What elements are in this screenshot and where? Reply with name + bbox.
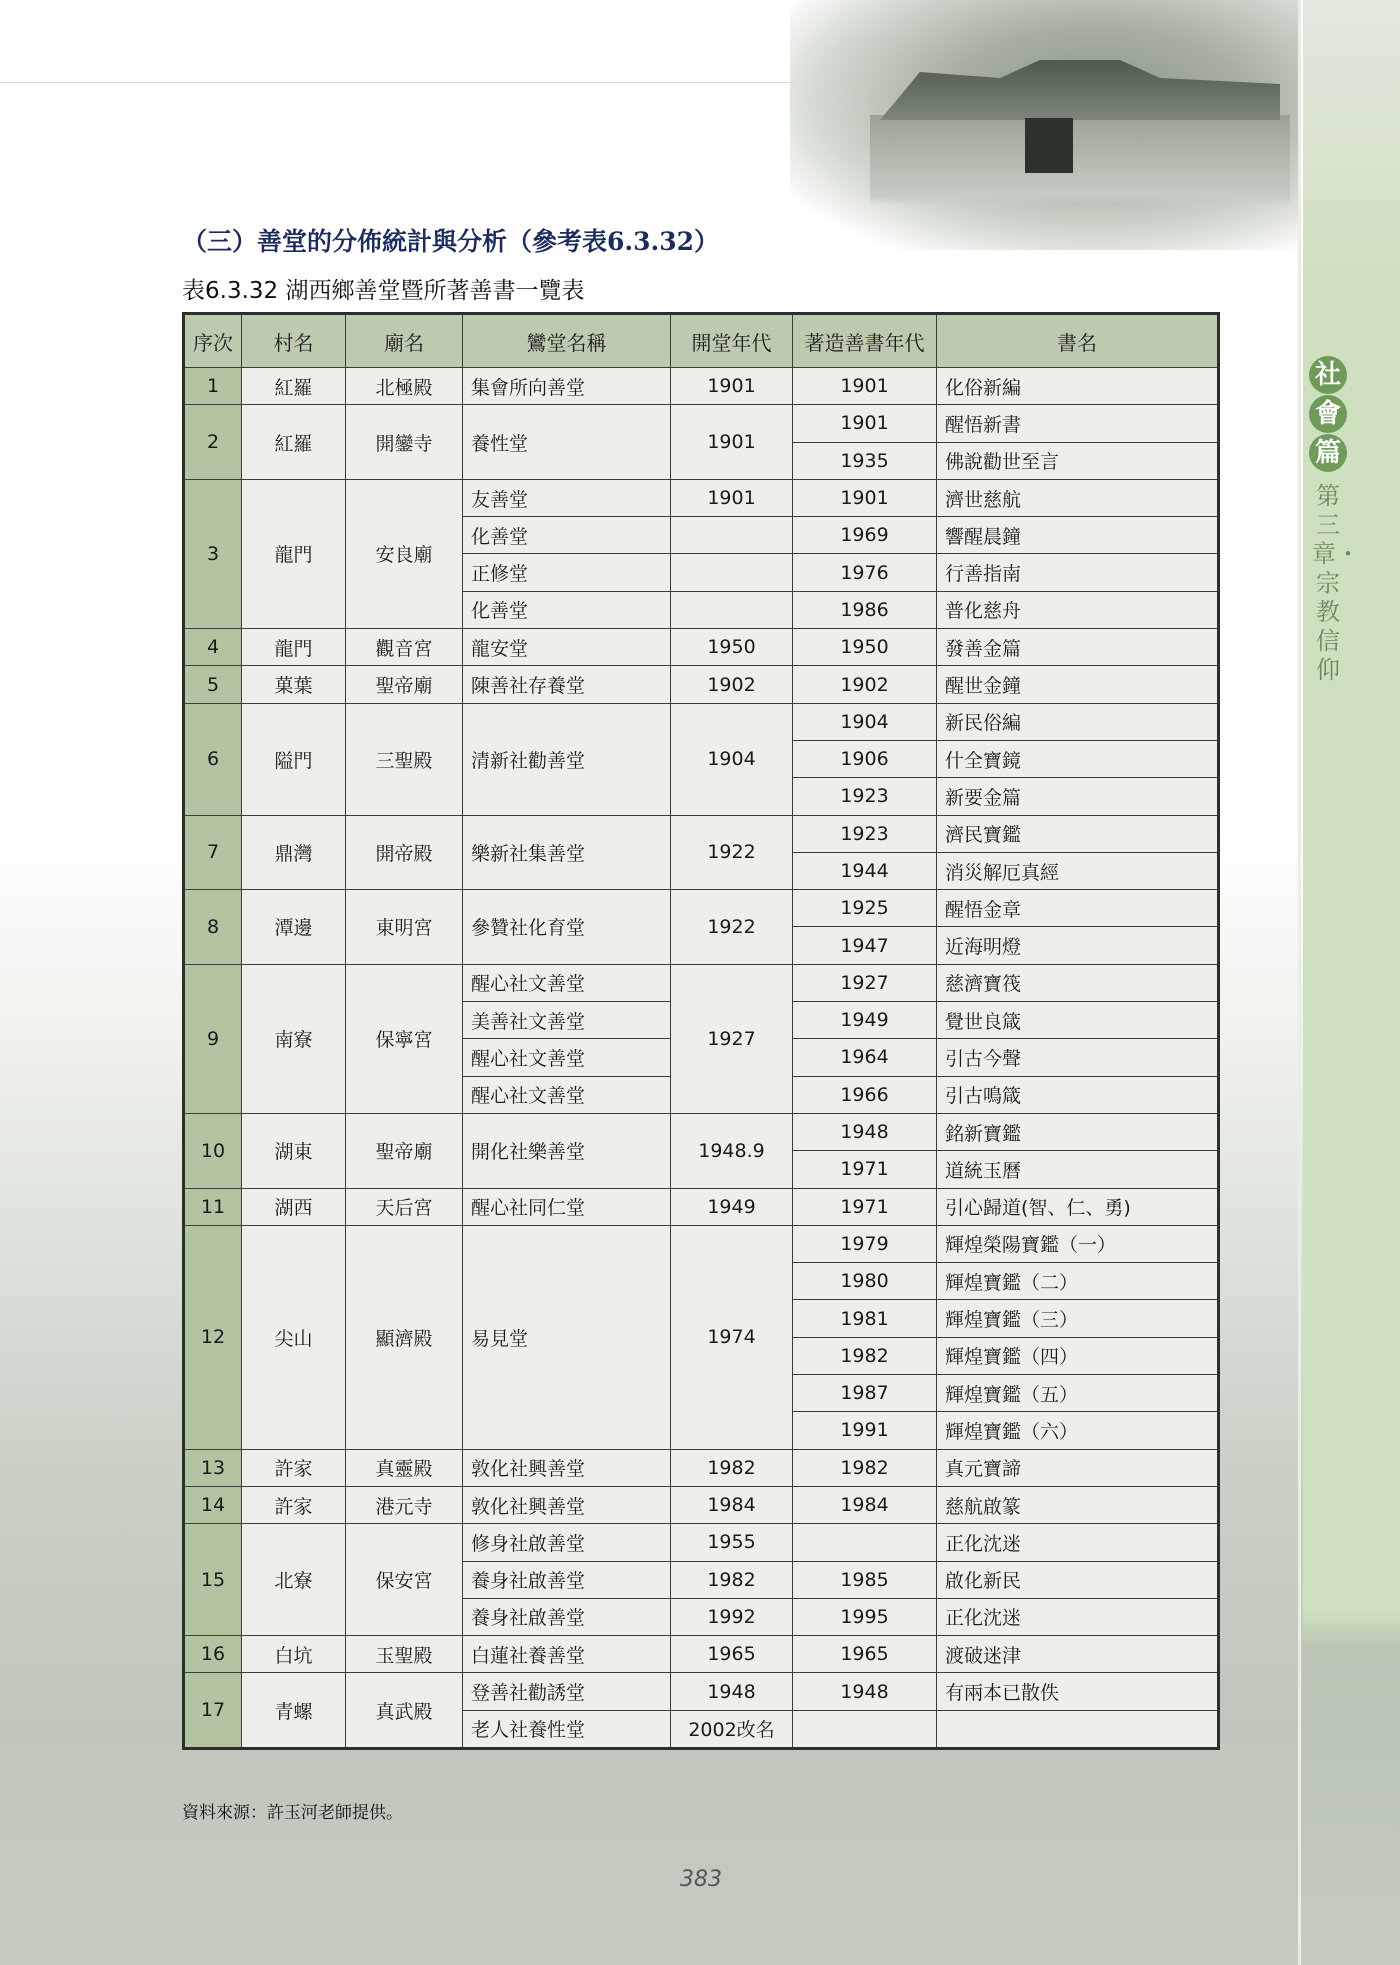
seq-cell: 14: [184, 1486, 242, 1523]
hall-cell: 正修堂: [463, 554, 671, 591]
temple-cell: 北極殿: [346, 368, 463, 405]
book-year-cell: 1982: [793, 1449, 937, 1486]
book-title-cell: 響醒晨鐘: [937, 517, 1219, 554]
book-year-cell: 1979: [793, 1225, 937, 1262]
temple-cell: 安良廟: [346, 479, 463, 628]
opened-cell: [671, 554, 793, 591]
table-row: [184, 1636, 1219, 1673]
chapter-sidebar: [1303, 0, 1400, 1965]
opened-cell: 1902: [671, 666, 793, 703]
book-title-cell: 化俗新編: [937, 368, 1219, 405]
hall-cell: 白蓮社養善堂: [463, 1636, 671, 1673]
village-cell: 青螺: [242, 1673, 346, 1749]
village-cell: 尖山: [242, 1225, 346, 1449]
book-title-cell: 輝煌寶鑑（五）: [937, 1375, 1219, 1412]
book-year-cell: 1966: [793, 1076, 937, 1113]
book-title-cell: 醒悟金章: [937, 890, 1219, 927]
opened-cell: 1982: [671, 1561, 793, 1598]
opened-cell: 1974: [671, 1225, 793, 1449]
book-title-cell: 輝煌寶鑑（三）: [937, 1300, 1219, 1337]
table-row: [184, 1113, 1219, 1150]
book-title-cell: 引古鳴箴: [937, 1076, 1219, 1113]
hall-cell: 敦化社興善堂: [463, 1486, 671, 1523]
hall-cell: 化善堂: [463, 517, 671, 554]
seq-cell: 11: [184, 1188, 242, 1225]
header-rule: [0, 82, 795, 83]
book-title-cell: 發善金篇: [937, 629, 1219, 666]
village-cell: 湖西: [242, 1188, 346, 1225]
chapter-label: 第三章・宗教信仰: [1312, 482, 1360, 684]
table-row: [184, 1524, 1219, 1561]
temple-cell: 天后宮: [346, 1188, 463, 1225]
table-row: [184, 666, 1219, 703]
opened-cell: 1965: [671, 1636, 793, 1673]
hall-cell: 清新社勸善堂: [463, 703, 671, 815]
part-char-3: 篇: [1309, 434, 1347, 472]
temple-cell: 聖帝廟: [346, 666, 463, 703]
source-note: 資料來源：許玉河老師提供。: [182, 1803, 403, 1823]
hall-cell: 養身社啟善堂: [463, 1598, 671, 1635]
book-year-cell: 1947: [793, 927, 937, 964]
book-year-cell: 1964: [793, 1039, 937, 1076]
book-year-cell: 1971: [793, 1151, 937, 1188]
table-header-row: [184, 314, 1219, 368]
temple-door-image: [1025, 118, 1073, 173]
hall-cell: 養性堂: [463, 405, 671, 480]
header-book-title: 書名: [937, 314, 1219, 368]
opened-cell: [671, 591, 793, 628]
opened-cell: 1955: [671, 1524, 793, 1561]
temple-cell: 顯濟殿: [346, 1225, 463, 1449]
table-row: [184, 1225, 1219, 1262]
seq-cell: 8: [184, 890, 242, 965]
part-char-2: 會: [1309, 395, 1347, 433]
seq-cell: 6: [184, 703, 242, 815]
opened-cell: 1901: [671, 405, 793, 480]
village-cell: 菓葉: [242, 666, 346, 703]
header-temple: 廟名: [346, 314, 463, 368]
opened-cell: 1950: [671, 629, 793, 666]
seq-cell: 3: [184, 479, 242, 628]
hall-cell: 開化社樂善堂: [463, 1113, 671, 1188]
book-year-cell: 1904: [793, 703, 937, 740]
opened-cell: 1984: [671, 1486, 793, 1523]
sidebar-divider: [1298, 0, 1301, 1965]
seq-cell: 1: [184, 368, 242, 405]
hall-cell: 龍安堂: [463, 629, 671, 666]
opened-cell: 1922: [671, 890, 793, 965]
book-title-cell: 濟世慈航: [937, 479, 1219, 516]
village-cell: 北寮: [242, 1524, 346, 1636]
village-cell: 紅羅: [242, 368, 346, 405]
header-opened: 開堂年代: [671, 314, 793, 368]
book-year-cell: 1944: [793, 852, 937, 889]
temple-cell: 真靈殿: [346, 1449, 463, 1486]
village-cell: 許家: [242, 1486, 346, 1523]
book-title-cell: 近海明燈: [937, 927, 1219, 964]
opened-cell: 1904: [671, 703, 793, 815]
opened-cell: 1901: [671, 368, 793, 405]
seq-cell: 12: [184, 1225, 242, 1449]
table-row: [184, 405, 1219, 442]
table-row: [184, 629, 1219, 666]
hall-cell: 養身社啟善堂: [463, 1561, 671, 1598]
opened-cell: 1949: [671, 1188, 793, 1225]
book-title-cell: 正化沈迷: [937, 1598, 1219, 1635]
book-title-cell: 普化慈舟: [937, 591, 1219, 628]
hall-cell: 修身社啟善堂: [463, 1524, 671, 1561]
temple-cell: 觀音宮: [346, 629, 463, 666]
book-title-cell: 佛說勸世至言: [937, 442, 1219, 479]
village-cell: 南寮: [242, 964, 346, 1113]
book-title-cell: 慈濟寶筏: [937, 964, 1219, 1001]
opened-cell: 2002改名: [671, 1710, 793, 1748]
book-title-cell: 渡破迷津: [937, 1636, 1219, 1673]
village-cell: 許家: [242, 1449, 346, 1486]
table-row: [184, 964, 1219, 1001]
temple-cell: 三聖殿: [346, 703, 463, 815]
hall-cell: 醒心社同仁堂: [463, 1188, 671, 1225]
table-row: [184, 479, 1219, 516]
hall-cell: 樂新社集善堂: [463, 815, 671, 890]
hall-cell: 登善社勸誘堂: [463, 1673, 671, 1710]
book-title-cell: [937, 1710, 1219, 1748]
book-year-cell: 1980: [793, 1263, 937, 1300]
temple-cell: 真武殿: [346, 1673, 463, 1749]
temple-cell: 保寧宮: [346, 964, 463, 1113]
table-caption: 表6.3.32 湖西鄉善堂暨所著善書一覽表: [182, 278, 585, 304]
opened-cell: 1948: [671, 1673, 793, 1710]
book-year-cell: [793, 1710, 937, 1748]
opened-cell: 1948.9: [671, 1113, 793, 1188]
book-year-cell: 1991: [793, 1412, 937, 1449]
table-row: [184, 890, 1219, 927]
temple-cell: 開帝殿: [346, 815, 463, 890]
village-cell: 白坑: [242, 1636, 346, 1673]
book-year-cell: 1982: [793, 1337, 937, 1374]
seq-cell: 15: [184, 1524, 242, 1636]
temple-books-table: [182, 312, 1220, 1750]
book-title-cell: 輝煌寶鑑（六）: [937, 1412, 1219, 1449]
book-title-cell: 什全寶鏡: [937, 740, 1219, 777]
hall-cell: 美善社文善堂: [463, 1002, 671, 1039]
book-year-cell: 1925: [793, 890, 937, 927]
opened-cell: 1992: [671, 1598, 793, 1635]
temple-cell: 開鑾寺: [346, 405, 463, 480]
seq-cell: 7: [184, 815, 242, 890]
book-year-cell: 1950: [793, 629, 937, 666]
book-year-cell: 1984: [793, 1486, 937, 1523]
village-cell: 紅羅: [242, 405, 346, 480]
book-title-cell: 銘新寶鑑: [937, 1113, 1219, 1150]
temple-cell: 東明宮: [346, 890, 463, 965]
header-village: 村名: [242, 314, 346, 368]
hall-cell: 醒心社文善堂: [463, 1076, 671, 1113]
part-char-1: 社: [1309, 356, 1347, 394]
section-title: （三）善堂的分佈統計與分析（參考表6.3.32）: [182, 227, 719, 256]
temple-cell: 聖帝廟: [346, 1113, 463, 1188]
seq-cell: 13: [184, 1449, 242, 1486]
book-title-cell: 新要金篇: [937, 778, 1219, 815]
table-row: [184, 1486, 1219, 1523]
book-title-cell: 濟民寶鑑: [937, 815, 1219, 852]
book-title-cell: 正化沈迷: [937, 1524, 1219, 1561]
hall-cell: 陳善社存養堂: [463, 666, 671, 703]
book-title-cell: 輝煌寶鑑（二）: [937, 1263, 1219, 1300]
hall-cell: 醒心社文善堂: [463, 1039, 671, 1076]
book-title-cell: 醒悟新書: [937, 405, 1219, 442]
temple-cell: 保安宮: [346, 1524, 463, 1636]
book-year-cell: 1935: [793, 442, 937, 479]
opened-cell: 1901: [671, 479, 793, 516]
hall-cell: 易見堂: [463, 1225, 671, 1449]
book-year-cell: 1902: [793, 666, 937, 703]
village-cell: 鼎灣: [242, 815, 346, 890]
book-year-cell: 1948: [793, 1113, 937, 1150]
book-year-cell: 1923: [793, 815, 937, 852]
hall-cell: 化善堂: [463, 591, 671, 628]
book-year-cell: 1906: [793, 740, 937, 777]
table-row: [184, 368, 1219, 405]
hall-cell: 敦化社興善堂: [463, 1449, 671, 1486]
book-title-cell: 覺世良箴: [937, 1002, 1219, 1039]
header-book-year: 著造善書年代: [793, 314, 937, 368]
seq-cell: 16: [184, 1636, 242, 1673]
book-year-cell: 1985: [793, 1561, 937, 1598]
table-row: [184, 703, 1219, 740]
page-number: 383: [680, 1867, 722, 1892]
book-year-cell: 1901: [793, 479, 937, 516]
opened-cell: [671, 517, 793, 554]
book-year-cell: 1981: [793, 1300, 937, 1337]
book-year-cell: 1986: [793, 591, 937, 628]
book-year-cell: 1927: [793, 964, 937, 1001]
village-cell: 龍門: [242, 629, 346, 666]
temple-cell: 玉聖殿: [346, 1636, 463, 1673]
hall-cell: 友善堂: [463, 479, 671, 516]
book-title-cell: 有兩本已散佚: [937, 1673, 1219, 1710]
book-title-cell: 新民俗編: [937, 703, 1219, 740]
book-title-cell: 道統玉曆: [937, 1151, 1219, 1188]
book-title-cell: 輝煌寶鑑（四）: [937, 1337, 1219, 1374]
village-cell: 龍門: [242, 479, 346, 628]
hall-cell: 醒心社文善堂: [463, 964, 671, 1001]
book-title-cell: 醒世金鐘: [937, 666, 1219, 703]
book-year-cell: 1969: [793, 517, 937, 554]
hall-cell: 老人社養性堂: [463, 1710, 671, 1748]
book-title-cell: 引古今聲: [937, 1039, 1219, 1076]
seq-cell: 2: [184, 405, 242, 480]
book-year-cell: 1976: [793, 554, 937, 591]
book-year-cell: 1948: [793, 1673, 937, 1710]
book-year-cell: 1965: [793, 1636, 937, 1673]
table-row: [184, 1188, 1219, 1225]
header-seq: 序次: [184, 314, 242, 368]
temple-cell: 港元寺: [346, 1486, 463, 1523]
book-year-cell: 1987: [793, 1375, 937, 1412]
header-hall: 鸞堂名稱: [463, 314, 671, 368]
book-year-cell: [793, 1524, 937, 1561]
village-cell: 潭邊: [242, 890, 346, 965]
book-title-cell: 消災解厄真經: [937, 852, 1219, 889]
book-title-cell: 慈航啟篆: [937, 1486, 1219, 1523]
book-title-cell: 引心歸道(智、仁、勇): [937, 1188, 1219, 1225]
book-title-cell: 輝煌榮陽寶鑑（一）: [937, 1225, 1219, 1262]
table-row: [184, 815, 1219, 852]
village-cell: 隘門: [242, 703, 346, 815]
book-title-cell: 真元寶諦: [937, 1449, 1219, 1486]
seq-cell: 10: [184, 1113, 242, 1188]
hall-cell: 參贊社化育堂: [463, 890, 671, 965]
book-year-cell: 1901: [793, 368, 937, 405]
book-year-cell: 1949: [793, 1002, 937, 1039]
book-year-cell: 1901: [793, 405, 937, 442]
book-year-cell: 1971: [793, 1188, 937, 1225]
seq-cell: 9: [184, 964, 242, 1113]
seq-cell: 5: [184, 666, 242, 703]
temple-wall-image: [870, 115, 1290, 205]
village-cell: 湖東: [242, 1113, 346, 1188]
opened-cell: 1922: [671, 815, 793, 890]
table-row: [184, 1673, 1219, 1710]
book-year-cell: 1923: [793, 778, 937, 815]
table-row: [184, 1449, 1219, 1486]
opened-cell: 1982: [671, 1449, 793, 1486]
book-title-cell: 啟化新民: [937, 1561, 1219, 1598]
seq-cell: 17: [184, 1673, 242, 1749]
seq-cell: 4: [184, 629, 242, 666]
book-year-cell: 1995: [793, 1598, 937, 1635]
book-title-cell: 行善指南: [937, 554, 1219, 591]
opened-cell: 1927: [671, 964, 793, 1113]
hall-cell: 集會所向善堂: [463, 368, 671, 405]
